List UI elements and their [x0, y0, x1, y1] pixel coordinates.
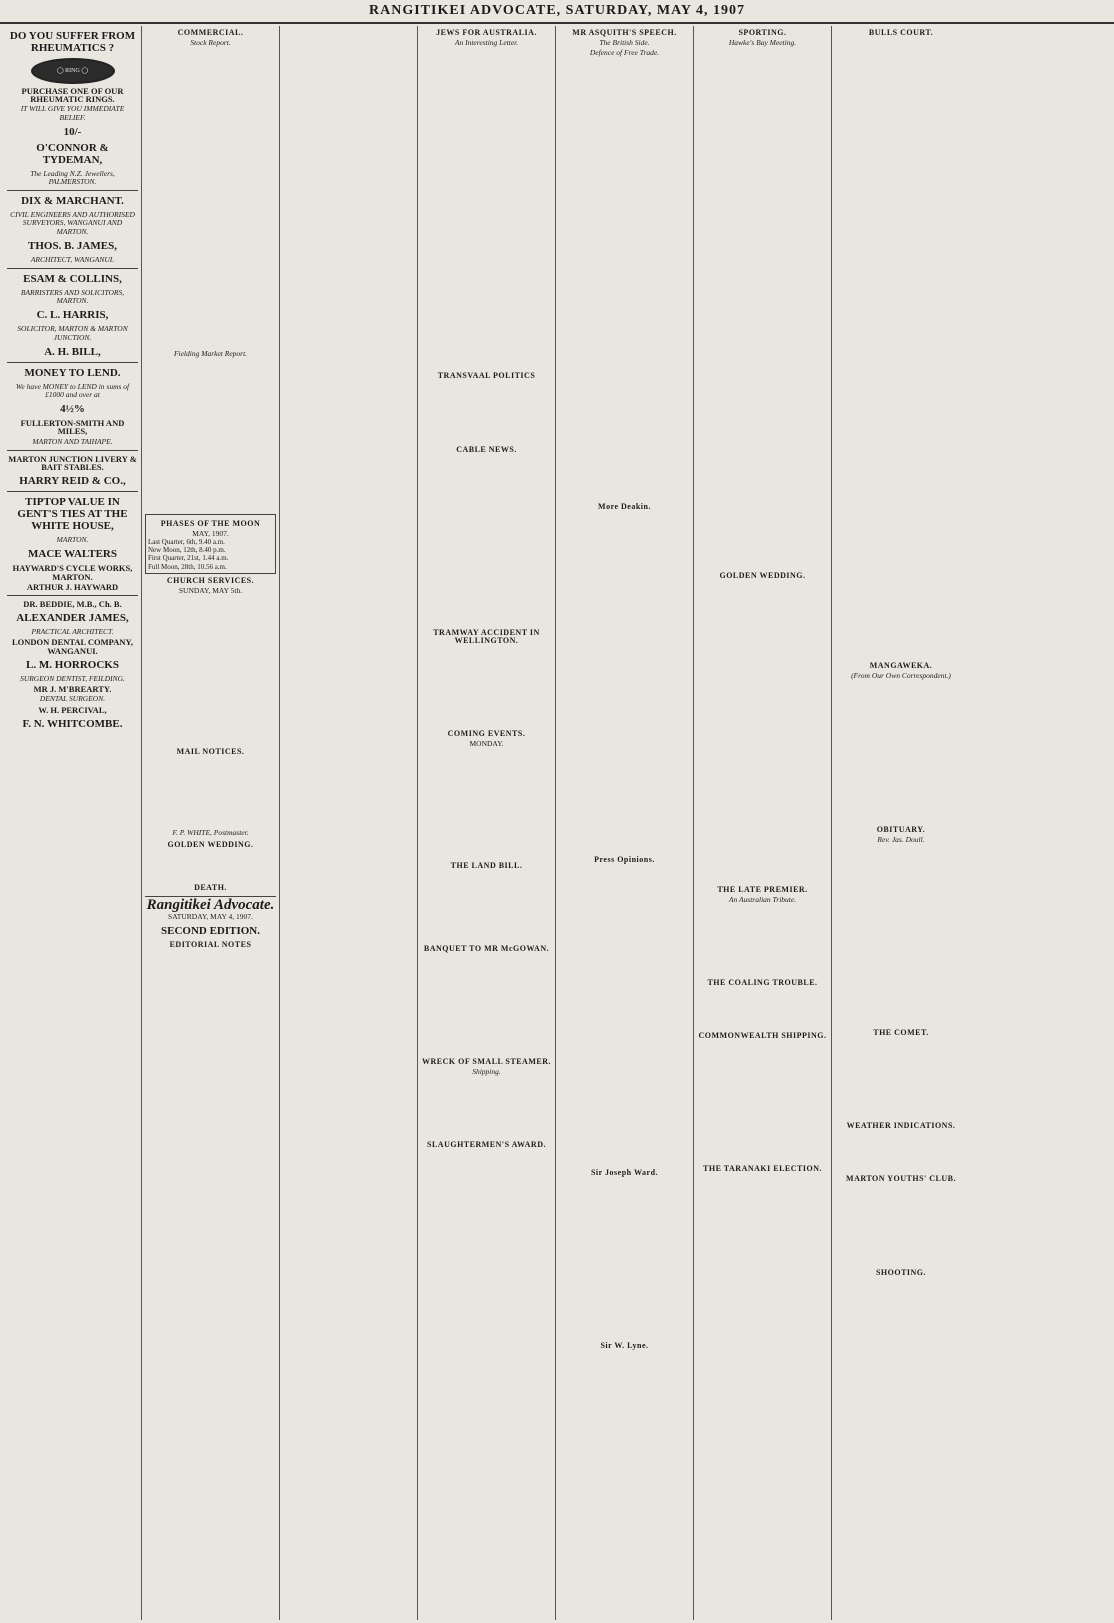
- oconnor-ad-sub: The Leading N.Z. Jewellers, PALMERSTON.: [30, 168, 115, 187]
- columns: [4, 26, 1110, 1620]
- bulls-court-body: [835, 39, 967, 659]
- cable-news-heading: CABLE NEWS.: [456, 444, 517, 454]
- taranaki-heading: THE TARANAKI ELECTION.: [703, 1164, 822, 1174]
- oconnor-ad: O'CONNOR & TYDEMAN,: [36, 141, 109, 166]
- coming-day: MONDAY.: [469, 739, 504, 749]
- mangaweka-heading: MANGAWEKA.: [869, 661, 933, 671]
- shipping-heading: Shipping.: [472, 1067, 501, 1077]
- wreck-heading: WRECK OF SMALL STEAMER.: [422, 1057, 551, 1067]
- dr-beddie-ad: DR. BEDDIE, M.B., Ch. B.: [23, 599, 122, 610]
- horrocks-sub: SURGEON DENTIST, FEILDING.: [20, 673, 125, 683]
- second-edition-heading: SECOND EDITION.: [160, 925, 261, 938]
- divider: [7, 190, 138, 191]
- whitcombe-ad: F. N. WHITCOMBE.: [22, 717, 123, 730]
- column-commercial: [142, 26, 280, 1620]
- commonwealth-heading: COMMONWEALTH SHIPPING.: [698, 1031, 827, 1041]
- divider: [7, 491, 138, 492]
- editorial-notes-heading: EDITORIAL NOTES: [169, 940, 252, 950]
- dix-marchant-sub: CIVIL ENGINEERS AND AUTHORISED SURVEYORS, WANGANUI AND MARTON.: [10, 210, 135, 236]
- land-bill-heading: THE LAND BILL.: [450, 860, 523, 870]
- commercial-heading: COMMERCIAL.: [177, 28, 244, 37]
- wedding-notice-body: [145, 851, 276, 881]
- money-to-lend-rate: 4½%: [60, 403, 85, 416]
- fielding-market-body: [145, 361, 276, 511]
- rheumatics-ad-belief: IT WILL GIVE YOU IMMEDIATE BELIEF.: [20, 104, 125, 122]
- joseph-ward-heading: Sir Joseph Ward.: [590, 1168, 659, 1178]
- paper-logo: Rangitikei Advocate.: [146, 897, 275, 914]
- sporting-heading: SPORTING.: [738, 28, 787, 37]
- more-deakin-heading: More Deakin.: [598, 501, 651, 511]
- mangaweka-sub: (From Our Own Correspondent.): [851, 671, 951, 681]
- jews-sub: An Interesting Letter.: [454, 38, 519, 48]
- coming-events-heading: COMING EVENTS.: [447, 729, 526, 739]
- mail-notices-body: [145, 758, 276, 828]
- mbrearty-sub: DENTAL SURGEON.: [39, 694, 106, 704]
- masthead: RANGITIKEI ADVOCATE, SATURDAY, MAY 4, 1907: [0, 0, 1114, 24]
- mangaweka-body: [835, 683, 967, 823]
- church-services-body: [145, 595, 276, 745]
- lyne-heading: Sir W. Lyne.: [600, 1341, 649, 1351]
- asquith-heading: MR ASQUITH'S SPEECH.: [572, 28, 677, 37]
- column-four: [418, 26, 556, 1620]
- land-bill-body: [421, 872, 552, 942]
- jews-body: [421, 49, 552, 369]
- column-six: [694, 26, 832, 1620]
- weather-body: [835, 1132, 967, 1172]
- press-opinions-heading: Press Opinions.: [594, 854, 655, 864]
- asquith-sub: The British Side.: [599, 38, 650, 48]
- divider: [7, 595, 138, 596]
- paper-date: SATURDAY, MAY 4, 1907.: [168, 912, 253, 922]
- late-premier-heading: THE LATE PREMIER.: [717, 884, 808, 894]
- dix-marchant-ad: DIX & MARCHANT.: [21, 195, 124, 208]
- jews-heading: JEWS FOR AUSTRALIA.: [436, 28, 537, 37]
- deakin-body: [559, 513, 690, 853]
- transvaal-body: [421, 383, 552, 443]
- opinions-body: [559, 866, 690, 1166]
- youths-body: [835, 1186, 967, 1266]
- alexander-james-sub: PRACTICAL ARCHITECT.: [31, 627, 114, 637]
- money-to-lend-ad: MONEY TO LEND.: [24, 366, 121, 379]
- divider: [7, 362, 138, 363]
- coming-body: [421, 749, 552, 859]
- church-date: SUNDAY, MAY 5th.: [178, 586, 243, 596]
- rheumatic-ring-image: ◯ RING ◯: [31, 58, 115, 84]
- church-services-heading: CHURCH SERVICES.: [166, 575, 255, 585]
- tramway-heading: TRAMWAY ACCIDENT IN WELLINGTON.: [433, 627, 540, 646]
- money-to-lend-sub: We have MONEY to LEND in sums of £1000 and over at: [15, 381, 130, 400]
- moon-month: MAY, 1907.: [192, 528, 229, 538]
- hayward-cycle-ad: HAYWARD'S CYCLE WORKS, MARTON.: [12, 563, 133, 582]
- comet-body: [835, 1039, 967, 1119]
- tramway-body: [421, 647, 552, 727]
- hawkes-bay-heading: Hawke's Bay Meeting.: [728, 38, 797, 48]
- harris-sub: SOLICITOR, MARTON & MARTON JUNCTION.: [17, 324, 128, 342]
- harry-reid-ad: HARRY REID & CO.,: [19, 475, 126, 488]
- col3-body: [283, 26, 414, 1606]
- late-premier-body: [697, 906, 828, 976]
- white-house-place: MARTON.: [56, 535, 89, 545]
- arthur-hayward-ad: ARTHUR J. HAYWARD: [26, 581, 119, 592]
- obituary-body: [835, 846, 967, 1026]
- youths-club-heading: MARTON YOUTHS' CLUB.: [846, 1174, 956, 1184]
- horrocks-ad: L. M. HORROCKS: [26, 658, 119, 671]
- thos-james-ad: THOS. B. JAMES,: [28, 239, 117, 252]
- esam-collins-ad: ESAM & COLLINS,: [23, 273, 122, 286]
- commonwealth-body: [697, 1042, 828, 1162]
- white-house-ad: TIPTOP VALUE IN GENT'S TIES AT THE WHITE HOUSE,: [17, 496, 128, 533]
- asquith-sub2: Defence of Free Trade.: [589, 48, 660, 58]
- shooting-heading: SHOOTING.: [875, 1267, 927, 1277]
- bill-ad: A. H. BILL,: [44, 345, 101, 358]
- column-three: [280, 26, 418, 1620]
- mail-sign: F. P. WHITE, Postmaster.: [172, 828, 249, 838]
- weather-heading: WEATHER INDICATIONS.: [846, 1121, 956, 1131]
- moon-row: Last Quarter, 6th, 9.40 a.m.: [148, 538, 225, 547]
- rheumatics-ad-sub: PURCHASE ONE OF OUR RHEUMATIC RINGS.: [21, 86, 124, 105]
- sporting-body: [697, 49, 828, 569]
- mail-notices-heading: MAIL NOTICES.: [176, 747, 245, 757]
- asquith-body: [559, 60, 690, 500]
- moon-row: New Moon, 12th, 8.40 p.m.: [148, 546, 226, 555]
- thos-james-sub: ARCHITECT, WANGANUI.: [30, 254, 115, 264]
- cable-body: [421, 456, 552, 626]
- percival-ad: W. H. PERCIVAL,: [38, 704, 107, 715]
- comet-heading: THE COMET.: [873, 1028, 929, 1038]
- fullerton-smith-place: MARTON AND TAIHAPE.: [32, 436, 113, 446]
- livery-stables-ad: MARTON JUNCTION LIVERY & BAIT STABLES.: [8, 453, 137, 473]
- london-dental-ad: LONDON DENTAL COMPANY, WANGANUI.: [12, 637, 133, 656]
- late-premier-sub: An Australian Tribute.: [728, 894, 797, 904]
- obituary-sub: Rev. Jas. Doull.: [877, 834, 925, 844]
- death-notice: DEATH.: [194, 882, 227, 892]
- coaling-body: [697, 989, 828, 1029]
- golden-wedding-notice: GOLDEN WEDDING.: [167, 839, 254, 849]
- moon-row: Full Moon, 28th, 10.56 a.m.: [148, 562, 227, 571]
- banquet-body: [421, 955, 552, 1055]
- divider: [7, 268, 138, 269]
- column-advertisements: [4, 26, 142, 1620]
- fullerton-smith-ad: FULLERTON-SMITH AND MILES,: [20, 418, 125, 437]
- stock-report-body: [145, 49, 276, 349]
- column-five: [556, 26, 694, 1620]
- column-seven: [832, 26, 970, 1620]
- moon-row: First Quarter, 21st, 1.44 a.m.: [148, 554, 229, 563]
- stock-report-heading: Stock Report.: [190, 38, 231, 48]
- fielding-market-heading: Fielding Market Report.: [173, 349, 248, 359]
- bulls-court-heading: BULLS COURT.: [868, 28, 934, 37]
- obituary-heading: OBITUARY.: [876, 824, 926, 834]
- wreck-body: [421, 1078, 552, 1138]
- golden-wedding-heading: GOLDEN WEDDING.: [719, 571, 806, 581]
- divider: [7, 450, 138, 451]
- rheumatics-ad-title: DO YOU SUFFER FROM RHEUMATICS ?: [9, 30, 136, 54]
- coaling-heading: THE COALING TROUBLE.: [707, 978, 818, 988]
- mbrearty-ad: MR J. M'BREARTY.: [33, 684, 112, 695]
- rheumatics-ad-price: 10/-: [63, 125, 82, 138]
- moon-phases-heading: PHASES OF THE MOON: [160, 518, 261, 528]
- golden-wedding-body: [697, 583, 828, 883]
- transvaal-heading: TRANSVAAL POLITICS: [437, 371, 536, 381]
- esam-collins-sub: BARRISTERS AND SOLICITORS, MARTON.: [20, 288, 125, 306]
- ward-body: [559, 1179, 690, 1339]
- slaughtermen-heading: SLAUGHTERMEN'S AWARD.: [427, 1140, 546, 1150]
- banquet-heading: BANQUET TO MR McGOWAN.: [423, 943, 550, 953]
- harris-ad: C. L. HARRIS,: [36, 309, 109, 322]
- moon-phases-box: [145, 514, 276, 574]
- alexander-james-ad: ALEXANDER JAMES,: [16, 612, 129, 625]
- mace-walters-ad: MACE WALTERS: [28, 548, 117, 561]
